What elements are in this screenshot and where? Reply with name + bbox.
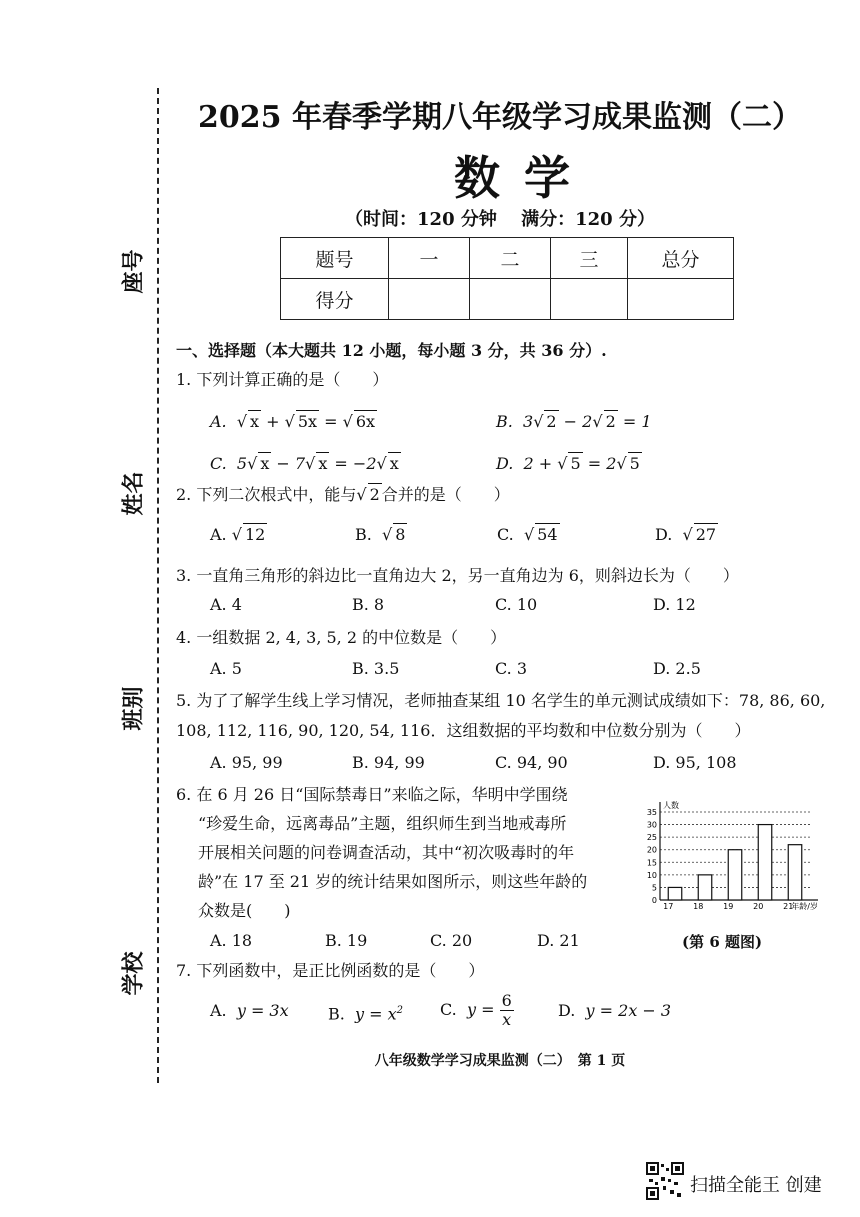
y-tick-label: 0 xyxy=(651,896,657,905)
q7-option-d: D. y = 2x − 3 xyxy=(558,1001,672,1020)
y-tick-label: 10 xyxy=(646,870,657,880)
q1-stem: 1. 下列计算正确的是（ ） xyxy=(176,370,389,389)
y-tick-label: 20 xyxy=(646,845,657,855)
q4-stem: 4. 一组数据 2, 4, 3, 5, 2 的中位数是（ ） xyxy=(176,628,507,647)
q5-line2: 108, 112, 116, 90, 120, 54, 116．这组数据的平均数和中位数分别为（ ） xyxy=(176,721,751,740)
q1-option-c: C. 5√ x − 7√ x = −2√ x xyxy=(210,454,399,473)
q2-option-b: B. √ 8 xyxy=(355,525,406,544)
x-tick-label: 19 xyxy=(723,902,734,911)
q5-option-b: B. 94, 99 xyxy=(352,753,425,772)
score-cell xyxy=(389,279,470,320)
score-cell xyxy=(470,279,551,320)
y-tick-label: 25 xyxy=(646,833,657,843)
y-axis-label: 人数 xyxy=(663,801,679,810)
age-bar-chart xyxy=(640,800,825,915)
bar-20 xyxy=(758,825,772,900)
q6-line2: “珍爱生命，远离毒品”主题，组织师生到当地戒毒所 xyxy=(198,814,567,833)
q5-option-d: D. 95, 108 xyxy=(653,753,737,772)
q7-option-c: C. y = $\frac{6}{x}$ xyxy=(440,991,512,1029)
score-cell xyxy=(628,279,734,320)
score-header-qnum: 题号 xyxy=(281,238,389,279)
q4-option-d: D. 2.5 xyxy=(653,659,701,678)
x-axis-label: 年龄/岁 xyxy=(791,902,818,911)
class-label: 班别 xyxy=(120,686,147,731)
y-tick-label: 35 xyxy=(646,808,657,817)
q7-stem: 7. 下列函数中，是正比例函数的是（ ） xyxy=(176,961,485,980)
section-heading: 一、选择题（本大题共 12 小题，每小题 3 分，共 36 分）. xyxy=(176,341,607,360)
bar-18 xyxy=(698,875,712,900)
q1-option-d: D. 2 + √ 5 = 2√ 5 xyxy=(496,454,640,473)
x-tick-label: 20 xyxy=(753,902,764,911)
score-row-label: 得分 xyxy=(281,279,389,320)
q2-stem: 2. 下列二次根式中，能与√ 2 合并的是（ ） xyxy=(176,485,510,504)
q6-line3: 开展相关问题的问卷调查活动，其中“初次吸毒时的年 xyxy=(198,843,575,862)
q3-option-c: C. 10 xyxy=(495,595,538,614)
exam-title: 2025 年春季学期八年级学习成果监测（二） xyxy=(198,100,802,135)
score-header-3: 三 xyxy=(551,238,628,279)
score-cell xyxy=(551,279,628,320)
q6-option-d: D. 21 xyxy=(537,931,580,950)
q6-option-b: B. 19 xyxy=(325,931,368,950)
school-label: 学校 xyxy=(120,951,147,996)
binding-line xyxy=(157,88,159,1083)
seat-label: 座号 xyxy=(120,249,147,294)
scanner-brand: 扫描全能王 创建 xyxy=(690,1175,822,1196)
q7-option-b: B. $y = x^2$ xyxy=(328,1004,404,1024)
q4-option-a: A. 5 xyxy=(210,659,242,678)
name-label: 姓名 xyxy=(120,471,147,516)
q5-option-a: A. 95, 99 xyxy=(210,753,283,772)
q5-line1: 5. 为了了解学生线上学习情况，老师抽查某组 10 名学生的单元测试成绩如下：78, 86, 60, xyxy=(176,691,826,710)
y-tick-label: 15 xyxy=(646,858,657,868)
x-tick-label: 17 xyxy=(663,902,674,911)
x-tick-label: 18 xyxy=(693,902,704,911)
q2-option-a: A. √ 12 xyxy=(210,525,266,544)
q2-option-d: D. √ 27 xyxy=(655,525,717,544)
y-tick-label: 30 xyxy=(646,820,657,830)
bar-17 xyxy=(668,887,682,900)
score-header-1: 一 xyxy=(389,238,470,279)
y-tick-label: 5 xyxy=(651,883,657,893)
bar-21 xyxy=(788,845,802,900)
chart-caption: (第 6 题图) xyxy=(682,933,763,951)
q6-line4: 龄”在 17 至 21 岁的统计结果如图所示，则这些年龄的 xyxy=(198,872,588,891)
q3-stem: 3. 一直角三角形的斜边比一直角边大 2，另一直角边为 6，则斜边长为（ ） xyxy=(176,566,739,585)
x-tick-label: 21 xyxy=(783,902,794,911)
q4-option-c: C. 3 xyxy=(495,659,528,678)
q3-option-d: D. 12 xyxy=(653,595,696,614)
page-footer: 八年级数学学习成果监测（二） 第 1 页 xyxy=(374,1053,626,1069)
q1-option-a: A. √ x + √ 5x = √ 6x xyxy=(210,412,376,431)
score-table xyxy=(280,237,734,320)
q5-option-c: C. 94, 90 xyxy=(495,753,568,772)
time-info: （时间：120 分钟 满分：120 分） xyxy=(345,209,655,230)
q6-option-c: C. 20 xyxy=(430,931,473,950)
q6-option-a: A. 18 xyxy=(210,931,253,950)
q1-option-b: B. 3√ 2 − 2√ 2 = 1 xyxy=(496,412,652,431)
subject-title: 数学 xyxy=(454,151,594,205)
q4-option-b: B. 3.5 xyxy=(352,659,400,678)
q6-line1: 6. 在 6 月 26 日“国际禁毒日”来临之际，华明中学围绕 xyxy=(176,785,568,804)
q3-option-a: A. 4 xyxy=(210,595,242,614)
q3-option-b: B. 8 xyxy=(352,595,385,614)
bar-19 xyxy=(728,850,742,900)
q2-option-c: C. √ 54 xyxy=(497,525,558,544)
score-header-total: 总分 xyxy=(628,238,734,279)
q6-line5: 众数是( ) xyxy=(198,901,291,920)
score-header-2: 二 xyxy=(470,238,551,279)
q7-option-a: A. y = 3x xyxy=(210,1001,289,1020)
qr-code-icon xyxy=(646,1162,684,1200)
